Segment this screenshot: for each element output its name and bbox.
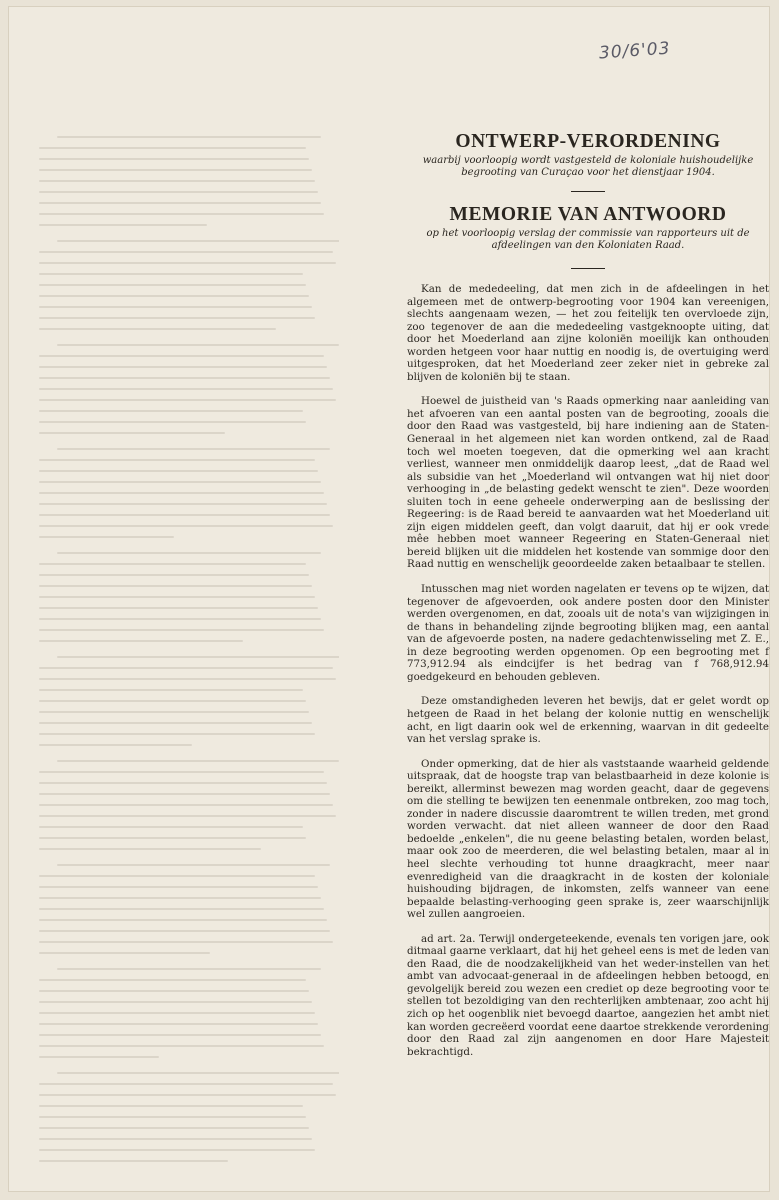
bleed-through-line xyxy=(39,251,333,253)
bleed-through-line xyxy=(39,815,336,817)
bleed-through-line xyxy=(39,1056,159,1058)
bleed-through-line xyxy=(39,1138,312,1140)
bleed-through-line xyxy=(57,136,321,138)
paragraph: Deze omstandigheden leveren het bewijs, dat er gelet wordt op hetgeen de Raad in het belang der kolonie nuttig en wenschelijk acht, en ligt daarin ook wel de erkenning, waarvan in dit gedeelte van het verslag sprake is. xyxy=(407,695,769,746)
bleed-through-line xyxy=(39,563,306,565)
document-title: ONTWERP-VERORDENING xyxy=(455,131,721,152)
bleed-through-line xyxy=(39,410,303,412)
bleed-through-line xyxy=(39,295,309,297)
bleed-through-line xyxy=(39,306,312,308)
bleed-through-line xyxy=(39,492,324,494)
paragraph: Kan de mededeeling, dat men zich in de afdeelingen in het algemeen met de ontwerp-begrooting voor 1904 kan vereenigen, slechts aangenaam wezen, — het zou feitelijk ten overvloede zijn, zoo tegenover de aan die mededeeling vastgeknoopte uiting, dat door het Moederland aan zijne koloniën moeilijk kan onthouden worden hetgeen voor haar nuttig en noodig is, de overtuiging werd uitgesproken, dat het Moederland zeer zeker niet in gebreke zal blijven de koloniën bij te staan. xyxy=(407,283,769,383)
bleed-through-line xyxy=(39,1160,228,1162)
bleed-through-line xyxy=(39,328,276,330)
paragraph: Intusschen mag niet worden nagelaten er tevens op te wijzen, dat tegenover de afgevoerden, ook andere posten door den Minister werden overgenomen, en dat, zooals uit de nota's van wijzigingen in de thans in behandeling zijnde begrooting blijken mag, een aantal van de afgevoerde posten, na nadere gedachtenwisseling met Z. E., in deze begrooting werden opgenomen. Op een begrooting met f 773,912.94 als eindcijfer is het bedrag van f 768,912.94 goedgekeurd en behouden gebleven. xyxy=(407,583,769,683)
bleed-through-line xyxy=(39,459,315,461)
bleed-through-line xyxy=(39,782,327,784)
bleed-through-line xyxy=(39,514,330,516)
document-page xyxy=(8,6,770,1192)
bleed-through-line xyxy=(39,689,303,691)
bleed-through-line xyxy=(39,536,174,538)
bleed-through-line xyxy=(39,930,330,932)
main-text-column xyxy=(407,131,769,1070)
bleed-through-line xyxy=(39,1116,306,1118)
document-subtitle: waarbij voorloopig wordt vastgesteld de koloniale huishoudelijke begrooting van Curaçao voor het dienstjaar 1904. xyxy=(422,155,754,178)
bleed-through-line xyxy=(39,421,306,423)
bleed-through-line xyxy=(57,760,339,762)
bleed-through-line xyxy=(39,875,315,877)
bleed-through-line xyxy=(39,596,315,598)
bleed-through-line xyxy=(39,1083,333,1085)
bleed-through-line xyxy=(39,470,318,472)
section-subtitle: op het voorloopig verslag der commissie van rapporteurs uit de afdeelingen van den Koloniaten Raad. xyxy=(426,228,750,251)
bleed-through-line xyxy=(57,240,339,242)
bleed-through-line xyxy=(39,213,324,215)
paragraph: Hoewel de juistheid van 's Raads opmerking naar aanleiding van het afvoeren van een aantal posten van de begrooting, zooals die door den Raad was vastgesteld, bij hare indiening aan de Staten-Generaal in het algemeen niet kan worden ontkend, zal de Raad toch wel moeten toegeven, dat die opmerking wel aan kracht verliest, wanneer men onmiddelijk daarop leest, „dat de Raad wel als subsidie van het „Moederland wil ontvangen wat hij niet door verhooging in „de belasting gedekt wenscht te zien". Deze woorden sluiten toch in eene geheele onderwerping aan de beslissing der Regeering: is de Raad bereid te aanvaarden wat het Moederland uit zijn eigen middelen geeft, dan volgt daaruit, dat hij er ook vrede mêe hebben moet wanneer Regeering en Staten-Generaal niet bereid blijken uit die middelen het kostende van sommige door den Raad nuttig en wenschelijk geoordeelde zaken betaalbaar te stellen. xyxy=(407,395,769,571)
bleed-through-line xyxy=(39,355,324,357)
paragraph: ad art. 2a. Terwijl ondergeteekende, evenals ten vorigen jare, ook ditmaal gaarne verklaart, dat hij het geheel eens is met de leden van den Raad, die de noodzakelijkheid van het weder-instellen van het ambt van advocaat-generaal in de afdeelingen hebben betoogd, en gevolgelijk bereid zou wezen een crediet op deze begrooting voor te stellen tot bezoldiging van den rechterlijken ambtenaar, zoo acht hij zich op het oogenblik niet bevoegd daartoe, aangezien het ambt niet kan worden gecreëerd voordat eene daartoe strekkende verordening door den Raad zal zijn aangenomen en door Hare Majesteit bekrachtigd. xyxy=(407,932,769,1058)
bleed-through-line xyxy=(39,503,327,505)
bleed-through-line xyxy=(39,1001,312,1003)
bleed-through-line xyxy=(39,377,330,379)
bleed-through-line xyxy=(39,481,321,483)
bleed-through-line xyxy=(39,284,306,286)
bleed-through-line xyxy=(57,656,339,658)
bleed-through-line xyxy=(39,919,327,921)
bleed-through-line xyxy=(39,640,243,642)
bleed-through-line xyxy=(57,864,330,866)
bleed-through-line xyxy=(39,848,261,850)
bleed-through-line xyxy=(39,837,306,839)
bleed-through-line xyxy=(39,793,330,795)
bleed-through-line xyxy=(39,678,336,680)
bleed-through-line xyxy=(39,804,333,806)
bleed-through-line xyxy=(39,169,312,171)
bleed-through-line xyxy=(39,1149,315,1151)
bleed-through-text xyxy=(39,127,339,1187)
bleed-through-line xyxy=(39,711,309,713)
bleed-through-line xyxy=(39,908,324,910)
bleed-through-line xyxy=(39,897,321,899)
handwritten-date-note: 30/6'03 xyxy=(598,38,672,64)
bleed-through-line xyxy=(39,366,327,368)
bleed-through-line xyxy=(39,1045,324,1047)
bleed-through-line xyxy=(39,667,333,669)
bleed-through-line xyxy=(39,399,336,401)
bleed-through-line xyxy=(39,1012,315,1014)
bleed-through-line xyxy=(39,886,318,888)
bleed-through-line xyxy=(39,224,207,226)
bleed-through-line xyxy=(39,700,306,702)
bleed-through-line xyxy=(39,979,306,981)
bleed-through-line xyxy=(39,1034,321,1036)
bleed-through-line xyxy=(39,722,312,724)
bleed-through-line xyxy=(57,1072,339,1074)
section-title: MEMORIE VAN ANTWOORD xyxy=(449,204,727,225)
bleed-through-line xyxy=(39,317,315,319)
divider-rule xyxy=(571,191,605,192)
bleed-through-line xyxy=(57,968,321,970)
bleed-through-line xyxy=(39,629,324,631)
bleed-through-line xyxy=(39,202,321,204)
bleed-through-line xyxy=(39,1094,336,1096)
bleed-through-line xyxy=(39,826,303,828)
bleed-through-line xyxy=(39,990,309,992)
bleed-through-line xyxy=(39,1023,318,1025)
bleed-through-line xyxy=(39,388,333,390)
bleed-through-line xyxy=(39,574,309,576)
bleed-through-line xyxy=(39,147,306,149)
paragraph: Onder opmerking, dat de hier als vaststaande waarheid geldende uitspraak, dat de hoogste trap van belastbaarheid in deze kolonie is bereikt, allerminst bewezen mag worden geacht, daar de gegevens om die stelling te bewijzen ten eenenmale ontbreken, zoo mag toch, zonder in nadere discussie daaromtrent te willen treden, met grond worden verwacht. dat niet alleen wanneer de door den Raad bedoelde „enkelen", die nu geene belasting betalen, worden belast, maar ook zoo de meerderen, die wel belasting betalen, maar al in heel slechte verhouding tot hunne draagkracht, meer naar evenredigheid van die draagkracht in de kosten der koloniale huishouding bijdragen, de inkomsten, zelfs wanneer van eene bepaalde belasting-verhooging geen sprake is, zeer waarschijnlijk wel zullen aangroeien. xyxy=(407,757,769,921)
bleed-through-line xyxy=(39,1127,309,1129)
bleed-through-line xyxy=(57,344,339,346)
bleed-through-line xyxy=(39,733,315,735)
bleed-through-line xyxy=(39,771,324,773)
bleed-through-line xyxy=(39,525,333,527)
bleed-through-line xyxy=(39,1105,303,1107)
bleed-through-line xyxy=(39,952,210,954)
bleed-through-line xyxy=(39,158,309,160)
bleed-through-line xyxy=(39,607,318,609)
bleed-through-line xyxy=(39,585,312,587)
bleed-through-line xyxy=(57,448,330,450)
bleed-through-line xyxy=(39,191,318,193)
bleed-through-line xyxy=(39,941,333,943)
bleed-through-line xyxy=(39,432,225,434)
bleed-through-line xyxy=(39,744,192,746)
bleed-through-line xyxy=(39,618,321,620)
bleed-through-line xyxy=(57,552,321,554)
bleed-through-line xyxy=(39,180,315,182)
bleed-through-line xyxy=(39,262,336,264)
divider-rule xyxy=(571,268,605,269)
bleed-through-line xyxy=(39,273,303,275)
